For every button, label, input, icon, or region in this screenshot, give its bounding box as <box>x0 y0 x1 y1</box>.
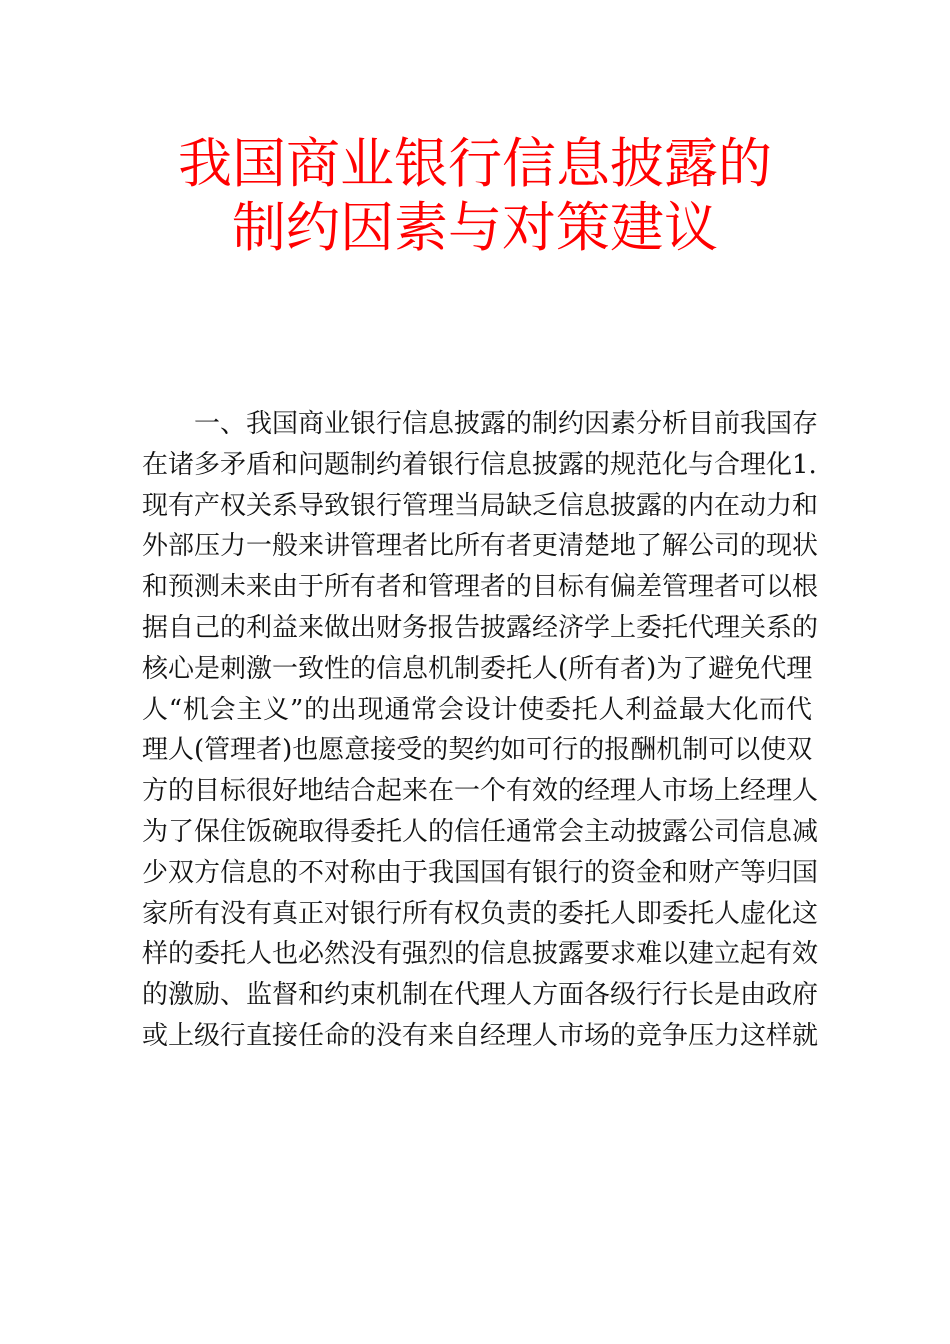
body-line: 在诸多矛盾和问题制约着银行信息披露的规范化与合理化1. <box>142 449 817 480</box>
body-line: 现有产权关系导致银行管理当局缺乏信息披露的内在动力和 <box>142 490 819 521</box>
body-line: 人“机会主义”的出现通常会设计使委托人利益最大化而代 <box>142 694 812 725</box>
body-line: 核心是刺激一致性的信息机制委托人(所有者)为了避免代理 <box>142 653 813 684</box>
body-line: 方的目标很好地结合起来在一个有效的经理人市场上经理人 <box>142 776 819 807</box>
title-line: 制约因素与对策建议 <box>232 196 718 259</box>
body-line: 和预测未来由于所有者和管理者的目标有偏差管理者可以根 <box>142 572 819 603</box>
body-line: 的激励、监督和约束机制在代理人方面各级行行长是由政府 <box>142 980 819 1011</box>
body-line: 或上级行直接任命的没有来自经理人市场的竞争压力这样就 <box>142 1020 819 1051</box>
body-line: 为了保住饭碗取得委托人的信任通常会主动披露公司信息减 <box>142 816 819 847</box>
body-line: 样的委托人也必然没有强烈的信息披露要求难以建立起有效 <box>142 939 819 970</box>
body-line: 家所有没有真正对银行所有权负责的委托人即委托人虚化这 <box>142 898 819 929</box>
body-line: 少双方信息的不对称由于我国国有银行的资金和财产等归国 <box>142 857 819 888</box>
title-line: 我国商业银行信息披露的 <box>178 132 772 195</box>
body-line: 理人(管理者)也愿意接受的契约如可行的报酬机制可以使双 <box>142 735 813 766</box>
body-paragraph <box>142 404 819 1057</box>
body-line: 外部压力一般来讲管理者比所有者更清楚地了解公司的现状 <box>142 531 819 562</box>
body-line: 据自己的利益来做出财务报告披露经济学上委托代理关系的 <box>142 612 819 643</box>
document-title <box>0 132 950 260</box>
body-line: 一、我国商业银行信息披露的制约因素分析目前我国存 <box>194 409 819 439</box>
